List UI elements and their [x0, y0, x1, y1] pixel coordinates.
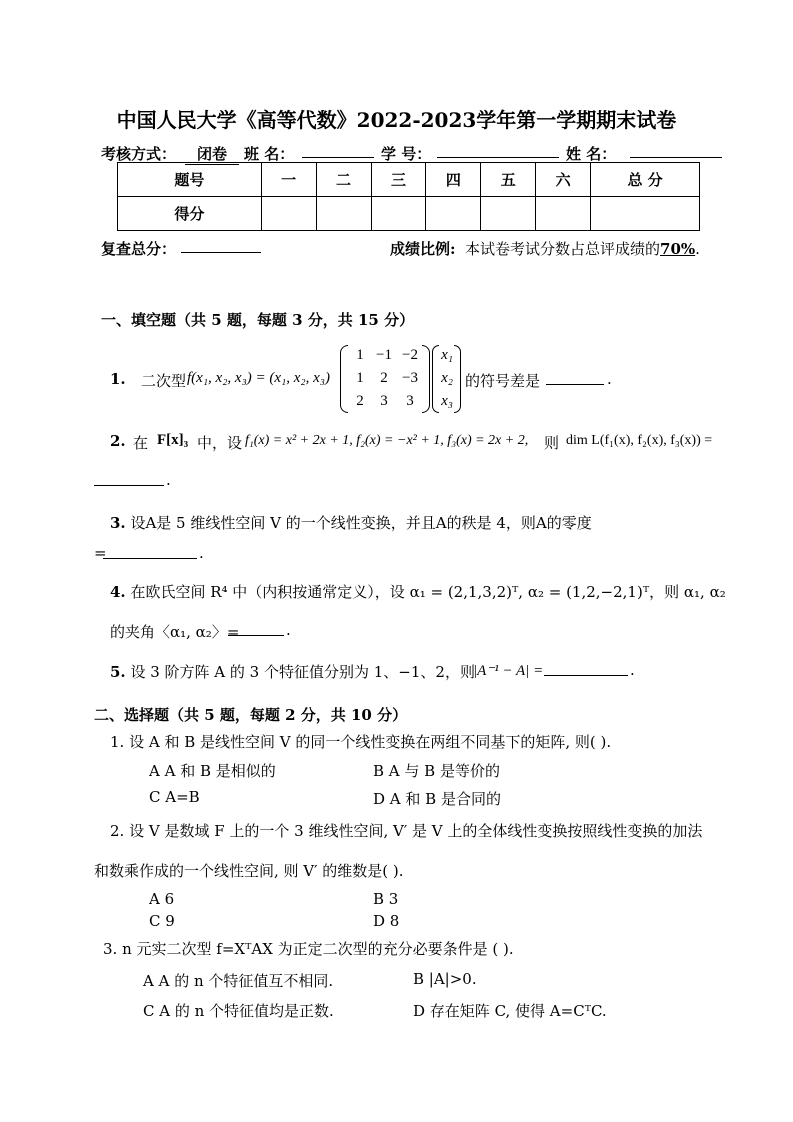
q1-prefix: 二次型 [141, 372, 187, 390]
score-cell[interactable] [591, 197, 700, 231]
q1-answer-blank[interactable] [546, 384, 604, 385]
q3-number: 3. [110, 514, 126, 532]
name-blank[interactable] [630, 157, 722, 158]
s2-q3-option-c[interactable]: C A 的 n 个特征值均是正数. [143, 1002, 334, 1020]
table-cell: 三 [371, 163, 426, 197]
name-label: 姓 名： [566, 145, 617, 163]
s2-q2-text: 2. 设 V 是数域 F 上的一个 3 维线性空间, V′ 是 V 上的全体线性变换按照线性变换的加法 [110, 822, 703, 840]
q3-answer-blank[interactable] [103, 558, 197, 559]
q2-number: 2. [110, 432, 126, 450]
class-label: 班 名： [244, 145, 295, 163]
s2-q3-text: 3. n 元实二次型 f=XᵀAX 为正定二次型的充分必要条件是 ( ). [103, 940, 514, 958]
vector-cell: x₁ [441, 347, 453, 363]
q2-mid: 中，设 [197, 434, 243, 452]
q5-answer-blank[interactable] [544, 675, 628, 676]
q4-body: 在欧氏空间 R⁴ 中（内积按通常定义），设 α₁ = (2,1,3,2)ᵀ, α₂ = (1,2,−2,1)ᵀ，则 α₁, α₂ [130, 583, 726, 601]
vector-cell: x₂ [441, 370, 453, 386]
matrix-cell: 2 [380, 370, 388, 386]
s2-q2-option-a[interactable]: A 6 [149, 890, 175, 908]
s2-q2-line2: 和数乘作成的一个线性空间, 则 V′ 的维数是( ). [94, 862, 404, 880]
q2-end: . [166, 471, 171, 489]
q2-space: F[x]₃ [157, 432, 189, 448]
q5-body: 设 3 阶方阵 A 的 3 个特征值分别为 1、−1、2，则 [130, 663, 475, 681]
q4-number: 4. [110, 583, 126, 601]
score-table-header-row [118, 163, 700, 197]
page-title: 中国人民大学《高等代数》2022-2023学年第一学期期末试卷 [116, 108, 677, 132]
matrix-left-paren [340, 345, 348, 413]
ratio-label: 成绩比例: [390, 240, 456, 258]
q1-lhs: f(x₁, x₂, x₃) = (x₁, x₂, x₃) [187, 370, 331, 386]
score-cell[interactable] [261, 197, 316, 231]
q2-answer-blank[interactable] [94, 485, 164, 486]
matrix-cell: 1 [356, 370, 364, 386]
s2-q1-option-a[interactable]: A A 和 B 是相似的 [149, 762, 276, 780]
q3-end: . [199, 544, 204, 562]
q1-number: 1. [110, 370, 126, 388]
q4-end: . [286, 621, 291, 639]
table-cell: 六 [536, 163, 591, 197]
q4-line2: 的夹角〈α₁, α₂〉= [110, 623, 240, 641]
q2-polynomials: f₁(x) = x² + 2x + 1, f₂(x) = −x² + 1, f₃(x) = 2x + 2, [245, 433, 529, 448]
score-cell[interactable] [481, 197, 536, 231]
score-cell[interactable] [536, 197, 591, 231]
ratio-value: 70% [660, 240, 696, 258]
q5-end: . [630, 661, 635, 679]
exam-method-label: 考核方式： [101, 145, 177, 163]
table-cell: 总 分 [591, 163, 700, 197]
class-blank[interactable] [302, 157, 374, 158]
q1-end: . [607, 370, 612, 388]
s2-q3-option-a[interactable]: A A 的 n 个特征值互不相同. [143, 972, 334, 990]
q2-dim-expr: dim L(f₁(x), f₂(x), f₃(x)) = [566, 433, 713, 448]
table-cell: 得分 [118, 197, 262, 231]
s2-q1-option-b[interactable]: B A 与 B 是等价的 [373, 762, 500, 780]
matrix-cell: −1 [376, 347, 392, 363]
q5-expression: |A⁻¹ − A| = [473, 663, 544, 679]
q1-suffix: 的符号差是 [465, 372, 541, 390]
matrix-right-paren [422, 345, 430, 413]
score-table-score-row [118, 197, 700, 231]
score-cell[interactable] [316, 197, 371, 231]
matrix-cell: 2 [356, 393, 364, 409]
matrix-cell: 3 [380, 393, 388, 409]
matrix-cell: −3 [402, 370, 418, 386]
q5-number: 5. [110, 663, 126, 681]
q2-then: 则 [544, 434, 560, 452]
q3-eq: = [94, 544, 107, 562]
table-cell: 四 [426, 163, 481, 197]
ratio-description: 本试卷考试分数占总评成绩的 [465, 240, 661, 258]
ratio-end: . [695, 240, 700, 258]
s2-q3-option-d[interactable]: D 存在矩阵 C, 使得 A=CᵀC. [413, 1002, 607, 1020]
student-id-label: 学 号： [381, 145, 432, 163]
matrix-cell: −2 [402, 347, 418, 363]
q5-text [110, 661, 475, 682]
section1-heading: 一、填空题（共 5 题，每题 3 分，共 15 分） [101, 311, 415, 329]
table-cell: 五 [481, 163, 536, 197]
exam-method-value: 闭卷 [185, 143, 239, 165]
s2-q1-option-d[interactable]: D A 和 B 是合同的 [373, 790, 501, 808]
s2-q2-option-c[interactable]: C 9 [149, 912, 175, 930]
section2-heading: 二、选择题（共 5 题，每题 2 分，共 10 分） [94, 706, 408, 724]
s2-q2-option-d[interactable]: D 8 [373, 912, 400, 930]
s2-q1-option-c[interactable]: C A=B [149, 788, 200, 806]
score-cell[interactable] [371, 197, 426, 231]
vector-cell: x₃ [441, 393, 453, 409]
s2-q1-text: 1. 设 A 和 B 是线性空间 V 的同一个线性变换在两组不同基下的矩阵, 则( ). [110, 733, 612, 751]
ratio-text [465, 238, 700, 259]
review-total-blank[interactable] [181, 252, 261, 253]
s2-q3-option-b[interactable]: B |A|>0. [413, 970, 477, 988]
q2-text: 在 [133, 434, 149, 452]
matrix-cell: 1 [356, 347, 364, 363]
matrix-cell: 3 [406, 393, 414, 409]
student-id-blank[interactable] [437, 157, 559, 158]
score-table [117, 162, 700, 231]
review-total-label: 复查总分： [101, 240, 177, 258]
score-cell[interactable] [426, 197, 481, 231]
s2-q2-option-b[interactable]: B 3 [373, 890, 399, 908]
table-cell: 一 [261, 163, 316, 197]
q3-text [110, 512, 592, 533]
table-cell: 题号 [118, 163, 262, 197]
q4-answer-blank[interactable] [228, 635, 284, 636]
q3-body: 设A是 5 维线性空间 V 的一个线性变换，并且A的秩是 4，则A的零度 [130, 514, 592, 532]
table-cell: 二 [316, 163, 371, 197]
q4-text [110, 581, 726, 602]
